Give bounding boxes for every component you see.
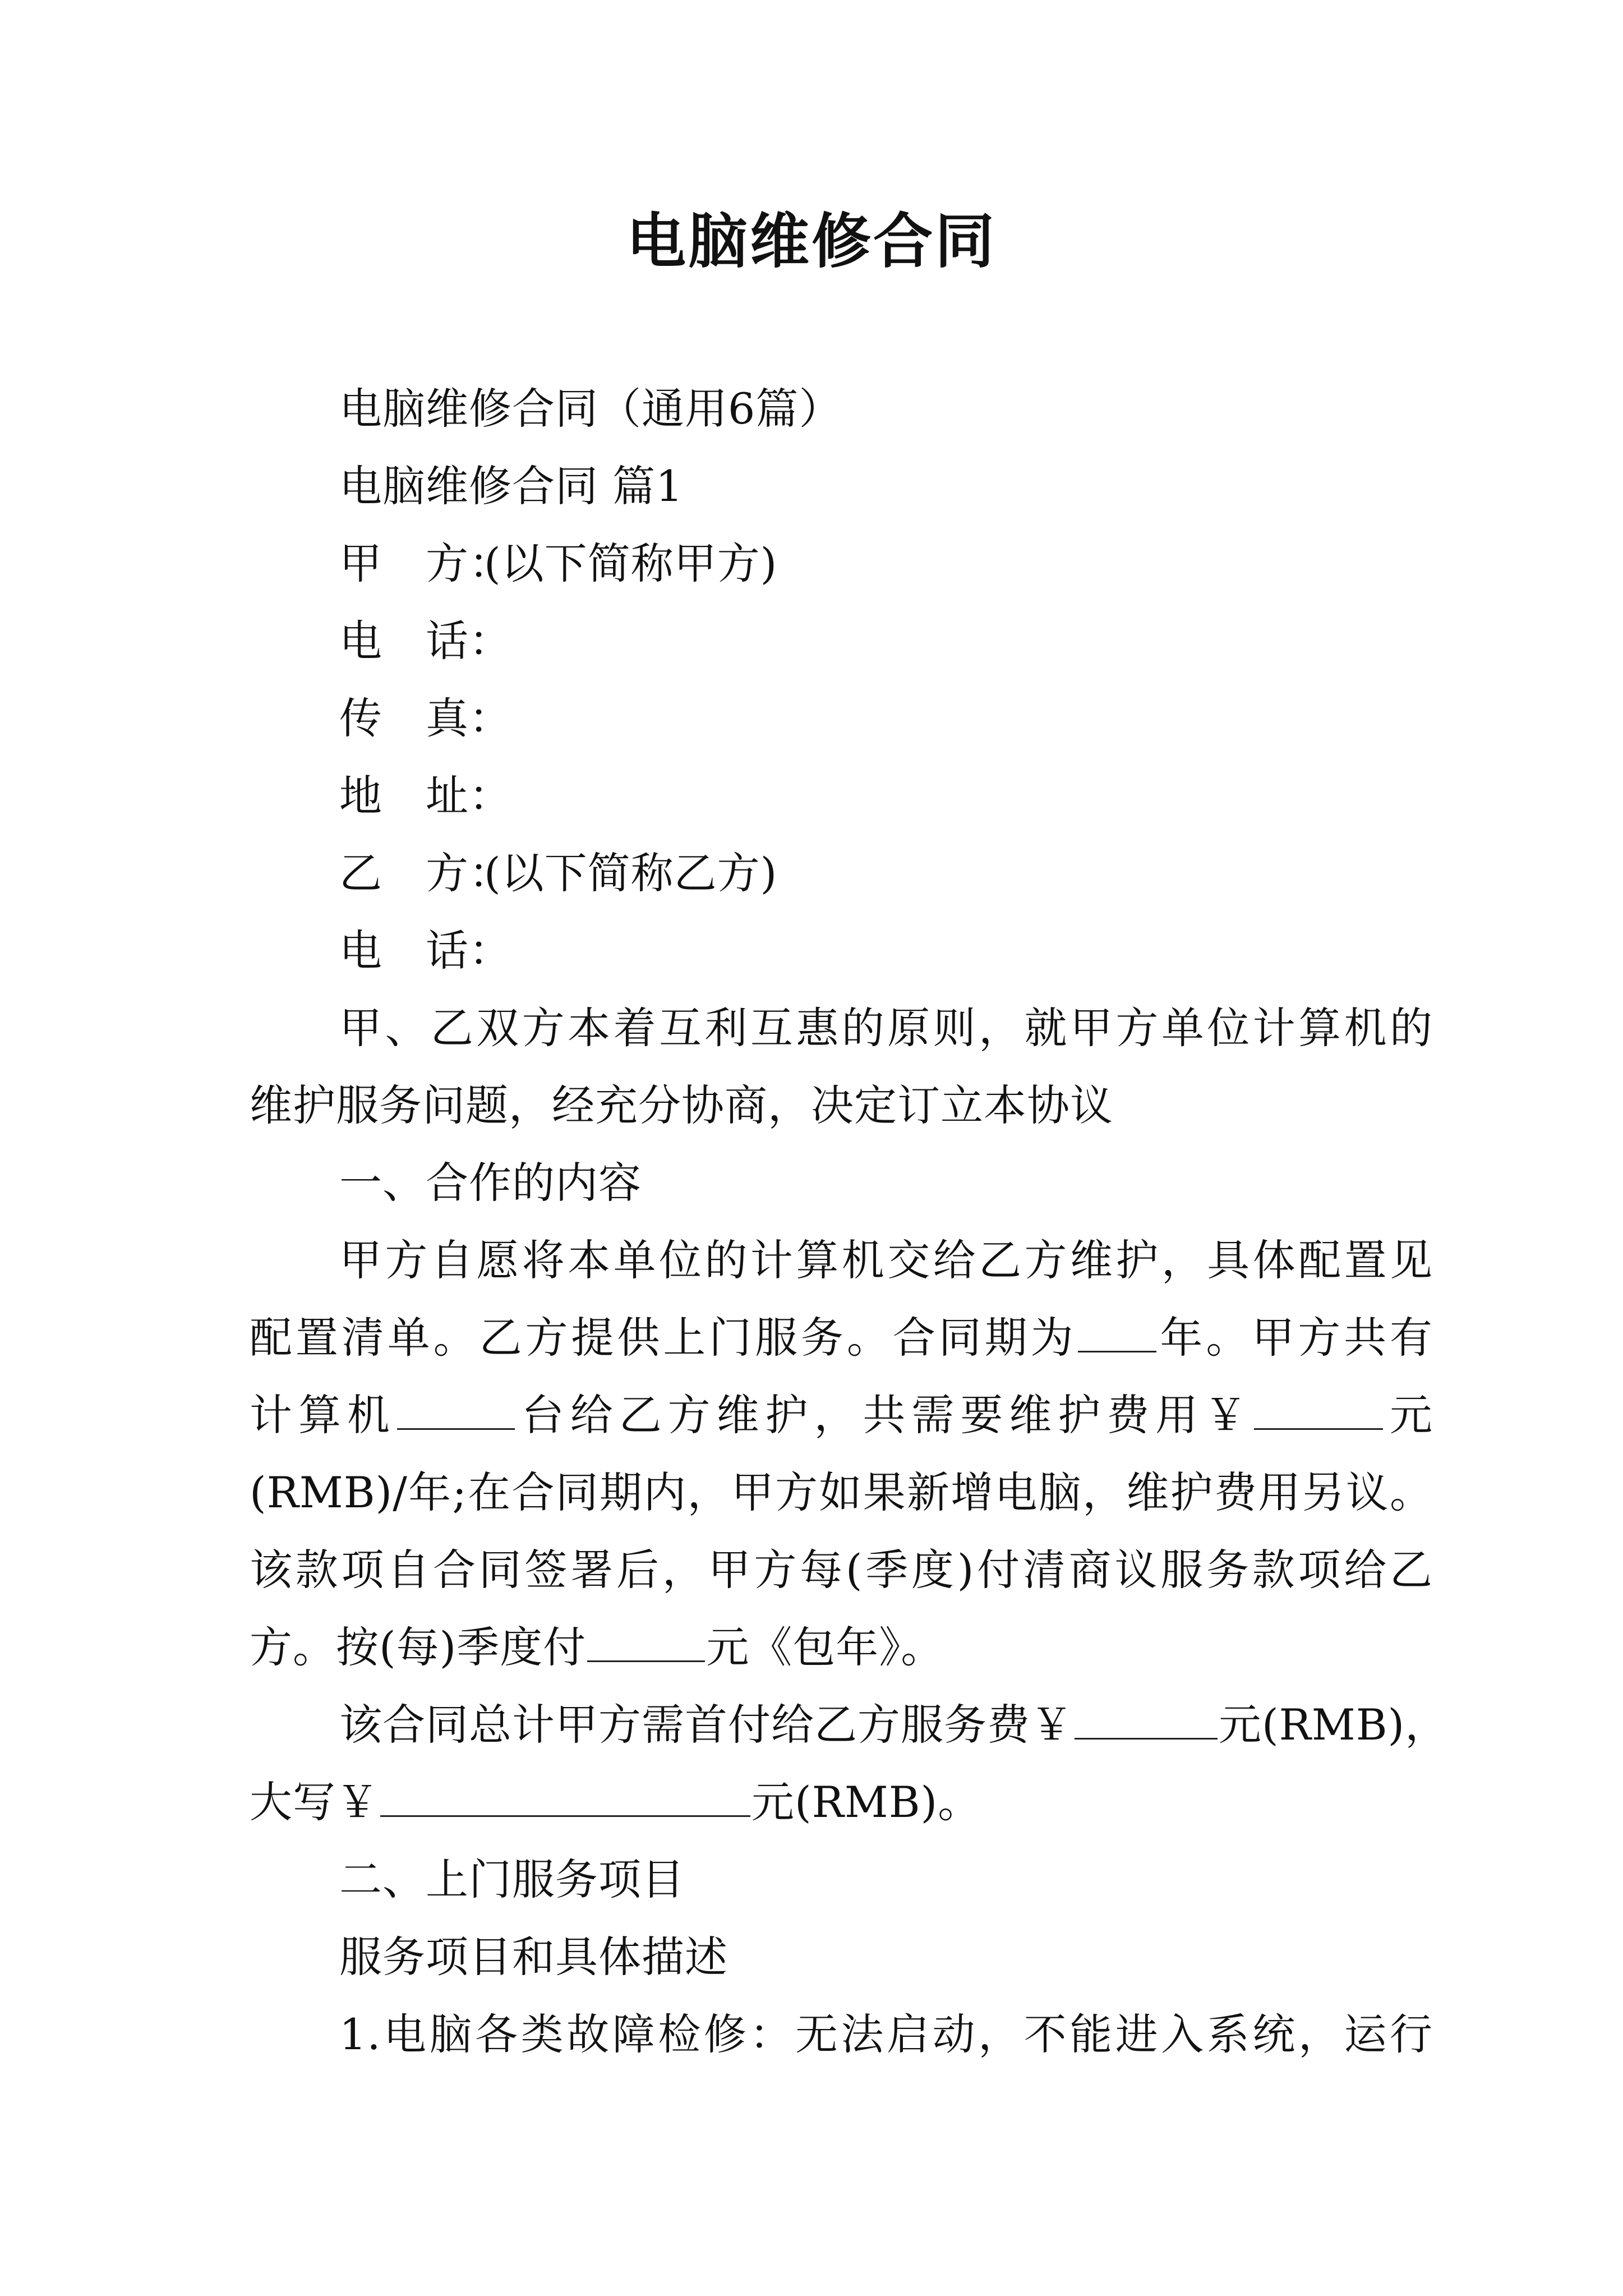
section1-line-5: 该款项自合同签署后，甲方每(季度)付清商议服务款项给乙 bbox=[250, 1545, 1433, 1595]
party-b-value: (以下简称乙方) bbox=[484, 848, 778, 898]
party-a-value: (以下简称甲方) bbox=[484, 539, 778, 588]
document-body bbox=[250, 370, 1449, 2073]
party-b-label: 乙 方： bbox=[339, 848, 512, 898]
section1-line-3c: 元 bbox=[1384, 1390, 1433, 1440]
total-line-1 bbox=[250, 1686, 1449, 1764]
quarterly-fee-blank bbox=[587, 1621, 705, 1662]
party-a-label: 甲 方： bbox=[339, 539, 512, 588]
party-a-line bbox=[250, 525, 1433, 602]
section1-heading: 一、合作的内容 bbox=[339, 1158, 642, 1208]
section1-line-3 bbox=[250, 1377, 1433, 1454]
maintenance-fee-blank bbox=[1254, 1389, 1383, 1430]
amount-in-words-blank bbox=[380, 1776, 750, 1817]
party-b-phone-line bbox=[250, 912, 1433, 990]
party-b-phone-label: 电 话： bbox=[339, 926, 512, 976]
party-a-phone-label: 电 话： bbox=[339, 616, 512, 666]
total-line-2b: 元(RMB)。 bbox=[751, 1777, 981, 1827]
document-title: 电脑维修合同 bbox=[626, 206, 997, 276]
total-line-1b: 元(RMB)， bbox=[1219, 1700, 1449, 1750]
section1-line-2a: 配置清单。乙方提供上门服务。合同期为 bbox=[250, 1313, 1077, 1363]
party-b-line bbox=[250, 835, 1433, 912]
party-a-fax-label: 传 真： bbox=[339, 693, 512, 743]
service-item-1: 1.电脑各类故障检修：无法启动，不能进入系统，运行 bbox=[339, 2009, 1433, 2059]
intro-line-2: 维护服务问题，经充分协商，决定订立本协议 bbox=[250, 1080, 1113, 1130]
section1-line-4: (RMB)/年;在合同期内，甲方如果新增电脑，维护费用另议。 bbox=[250, 1467, 1433, 1517]
section1-line-2b: 年。甲方共有 bbox=[1157, 1313, 1433, 1363]
total-line-1a: 该合同总计甲方需首付给乙方服务费￥ bbox=[339, 1700, 1073, 1750]
party-a-address-label: 地 址： bbox=[339, 771, 512, 821]
article-heading: 电脑维修合同 篇1 bbox=[339, 461, 684, 511]
section1-line-6 bbox=[250, 1609, 1433, 1686]
section2-heading: 二、上门服务项目 bbox=[339, 1855, 685, 1904]
section1-line-6a: 方。按(每)季度付 bbox=[250, 1622, 587, 1672]
document-subtitle: 电脑维修合同（通用6篇） bbox=[339, 384, 842, 434]
section2-subheading: 服务项目和具体描述 bbox=[339, 1932, 728, 1982]
party-a-address-line bbox=[250, 757, 1433, 835]
first-payment-blank bbox=[1075, 1699, 1218, 1740]
computer-count-blank bbox=[397, 1389, 515, 1430]
section1-line-1: 甲方自愿将本单位的计算机交给乙方维护，具体配置见 bbox=[339, 1235, 1433, 1285]
section1-line-6b: 元《包年》。 bbox=[706, 1622, 944, 1672]
intro-line-1: 甲、乙双方本着互利互惠的原则，就甲方单位计算机的 bbox=[339, 1003, 1433, 1053]
party-a-phone-line bbox=[250, 602, 1433, 680]
total-line-2 bbox=[250, 1764, 1433, 1841]
section1-line-3b: 台给乙方维护，共需要维护费用￥ bbox=[515, 1390, 1253, 1440]
section1-line-3a: 计算机 bbox=[250, 1390, 396, 1440]
section1-line-2 bbox=[250, 1299, 1433, 1377]
contract-years-blank bbox=[1078, 1312, 1156, 1352]
total-line-2a: 大写￥ bbox=[250, 1777, 379, 1827]
party-a-fax-line bbox=[250, 680, 1433, 757]
